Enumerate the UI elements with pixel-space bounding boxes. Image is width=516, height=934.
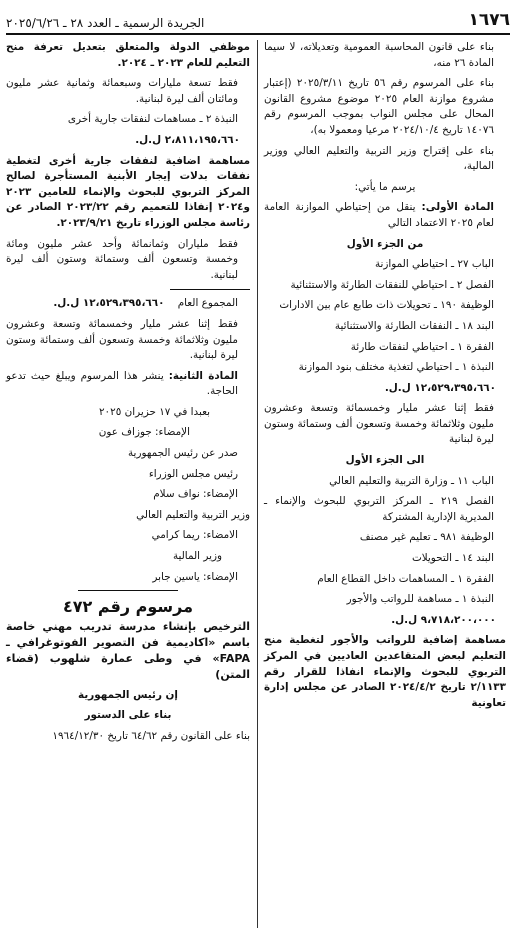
budget-line: الباب ١١ ـ وزارة التربية والتعليم العالي <box>329 474 494 487</box>
amount: ١٢،٥٢٩،٣٩٥،٦٦٠ ل.ل. <box>384 381 496 394</box>
decree-enacting-line: يرسم ما يأتي: <box>354 180 416 193</box>
separator-rule <box>170 289 250 290</box>
budget-line: البند ١٤ ـ التحويلات <box>411 552 494 565</box>
right-column <box>264 40 506 716</box>
signature: الامضاء: ريما كرامي <box>151 529 238 542</box>
signature: الإمضاء: جوزاف عون <box>98 426 190 439</box>
separator-rule <box>78 590 178 591</box>
signatory-title: وزير التربية والتعليم العالي <box>136 508 250 521</box>
bold-description: موظفي الدولة والمتعلق بتعديل تعرفة منح التعليم للعام ٢٠٢٣ ـ ٢٠٢٤. <box>6 41 250 69</box>
gazette-issue-line: الجريدة الرسمية ـ العدد ٢٨ ـ ٢٠٢٥/٦/٢٦ <box>6 16 205 30</box>
paragraph: بناء على إقتراح وزير التربية والتعليم العالي ووزير المالية، <box>264 144 494 173</box>
total-label: المجموع العام <box>177 297 238 310</box>
signatory-title: رئيس مجلس الوزراء <box>148 467 238 480</box>
president-line: إن رئيس الجمهورية <box>78 688 178 701</box>
signature: الإمضاء: نواف سلام <box>153 488 238 501</box>
budget-line: البند ١٨ ـ النفقات الطارئة والاستثنائية <box>334 319 494 332</box>
article-label: المادة الأولى: <box>421 201 494 214</box>
column-divider <box>257 40 258 928</box>
paragraph: بناء على قانون المحاسبة العمومية وتعديلاته، لا سيما المادة ٢٦ منه، <box>264 41 494 69</box>
budget-line: النبذة ٢ ـ مساهمات لنفقات جارية أخرى <box>67 113 238 126</box>
article-text: ينشر هذا المرسوم ويبلغ حيث تدعو الحاجة. <box>6 369 238 398</box>
amount-in-words: فقط إثنا عشر مليار وخمسمائة وتسعة وعشرون مليون وثلاثمائة وخمسة وتسعون ألف وستمائة وستون ليرة لبنانية <box>264 402 494 446</box>
decree-title: الترخيص بإنشاء مدرسة تدريب مهني خاصة باسم «اكاديمية فن التصوير الفوتوغرافي ـ FAPA» في وطى عمارة شلهوب (قضاء المتن) <box>6 619 250 681</box>
budget-line: الفقرة ١ ـ احتياطي لنفقات طارئة <box>350 340 494 353</box>
section-heading: من الجزء الأول <box>346 237 424 250</box>
signing-date: بعبدا في ١٧ حزيران ٢٠٢٥ <box>98 405 210 418</box>
budget-line: الوظيفة ١٩٠ ـ تحويلات ذات طابع عام بين الادارات <box>279 299 494 312</box>
total-amount: ١٢،٥٢٩،٣٩٥،٦٦٠ ل.ل. <box>53 297 165 310</box>
budget-line: الوظيفة ٩٨١ ـ تعليم غير مصنف <box>359 531 494 544</box>
page-number: ١٦٧٦ <box>468 10 510 30</box>
budget-line: النبذة ١ ـ مساهمة للرواتب والأجور <box>346 593 494 606</box>
budget-line: الفقرة ١ ـ المساهمات داخل القطاع العام <box>317 572 494 585</box>
page-header <box>6 4 510 30</box>
left-column <box>6 40 250 750</box>
budget-line: الفصل ٢١٩ ـ المركز التربوي للبحوث والإنماء ـ المديرية الإدارية المشتركة <box>264 495 494 523</box>
article-text: ينقل من إحتياطي الموازنة العامة لعام ٢٠٢٥ الاعتماد التالي <box>264 201 494 229</box>
bold-description: مساهمة إضافية للرواتب والأجور لتغطية منح التعليم لبعض المتقاعدين العاديين في المركز التربوي للبحوث والإنماء انفاذا للقرار رقم ٢/١١٣٣ تاريخ ٢٠٢٤/٤/٢ الصادر عن مجلس إدارة تعاونية <box>264 634 506 709</box>
paragraph: بناء على القانون رقم ٦٤/٦٢ تاريخ ١٩٦٤/١٢/٣٠ <box>52 730 250 742</box>
budget-line: الباب ٢٧ ـ احتياطي الموازنة <box>374 258 494 271</box>
amount-in-words: فقط ملياران وثمانمائة وأحد عشر مليون ومائة وخمسة وتسعون ألف وستمائة وستون ألف ليرة لبنانية. <box>6 237 238 281</box>
amount-in-words: فقط إثنا عشر مليار وخمسمائة وتسعة وعشرون مليون وثلاثمائة وخمسة وتسعون ألف وستمائة وستون ليرة لبنانية. <box>6 317 238 362</box>
paragraph: بناء على المرسوم رقم ٥٦ تاريخ ٢٠٢٥/٣/١١ (إعتبار مشروع موازنة العام ٢٠٢٥ موضوع مشروع القانون المحال على مجلس النواب بموجب المرسوم رقم ١٤٠٧٦ تاريخ ٢٠٢٤/١٠/٤ مرعيا ومعمولا به)، <box>264 77 495 136</box>
article-two <box>6 369 250 400</box>
amount: ٩،٧١٨،٢٠٠،٠٠٠ ل.ل. <box>391 613 496 626</box>
budget-line: الفصل ٢ ـ احتياطي للنفقات الطارئة والاستثنائية <box>290 278 494 291</box>
bold-description: مساهمة اضافية لنفقات جارية أخرى لتغطية نفقات بدلات إيجار الأبنية المستأجرة لصالح المركز التربوي للبحوث والإنماء للعامين ٢٠٢٣ و٢٠٢٤ إنفاذا للتعميم رقم ٢٠٢٣/٢٢ الصادر عن رئاسة مجلس الوزراء تاريخ ٢٠٢٣/٩/٢١. <box>6 154 250 229</box>
constitution-line: بناء على الدستور <box>84 709 172 722</box>
signatory-title: وزير المالية <box>172 550 222 563</box>
grand-total-row <box>6 296 250 312</box>
decree-number: مرسوم رقم ٤٧٢ <box>62 597 194 617</box>
article-label: المادة الثانية: <box>168 369 238 382</box>
header-rule <box>6 33 510 35</box>
amount-in-words: فقط تسعة مليارات وسبعمائة وثمانية عشر مليون ومائتان ألف ليرة لبنانية. <box>6 77 238 105</box>
budget-line: النبذة ١ ـ احتياطي لتغذية مختلف بنود الموازنة <box>298 361 494 374</box>
article-one <box>264 200 506 231</box>
issuer-line: صدر عن رئيس الجمهورية <box>127 447 238 460</box>
section-heading: الى الجزء الأول <box>345 454 425 467</box>
amount: ٢،٨١١،١٩٥،٦٦٠ ل.ل. <box>135 133 240 146</box>
signature: الإمضاء: ياسين جابر <box>152 570 238 583</box>
